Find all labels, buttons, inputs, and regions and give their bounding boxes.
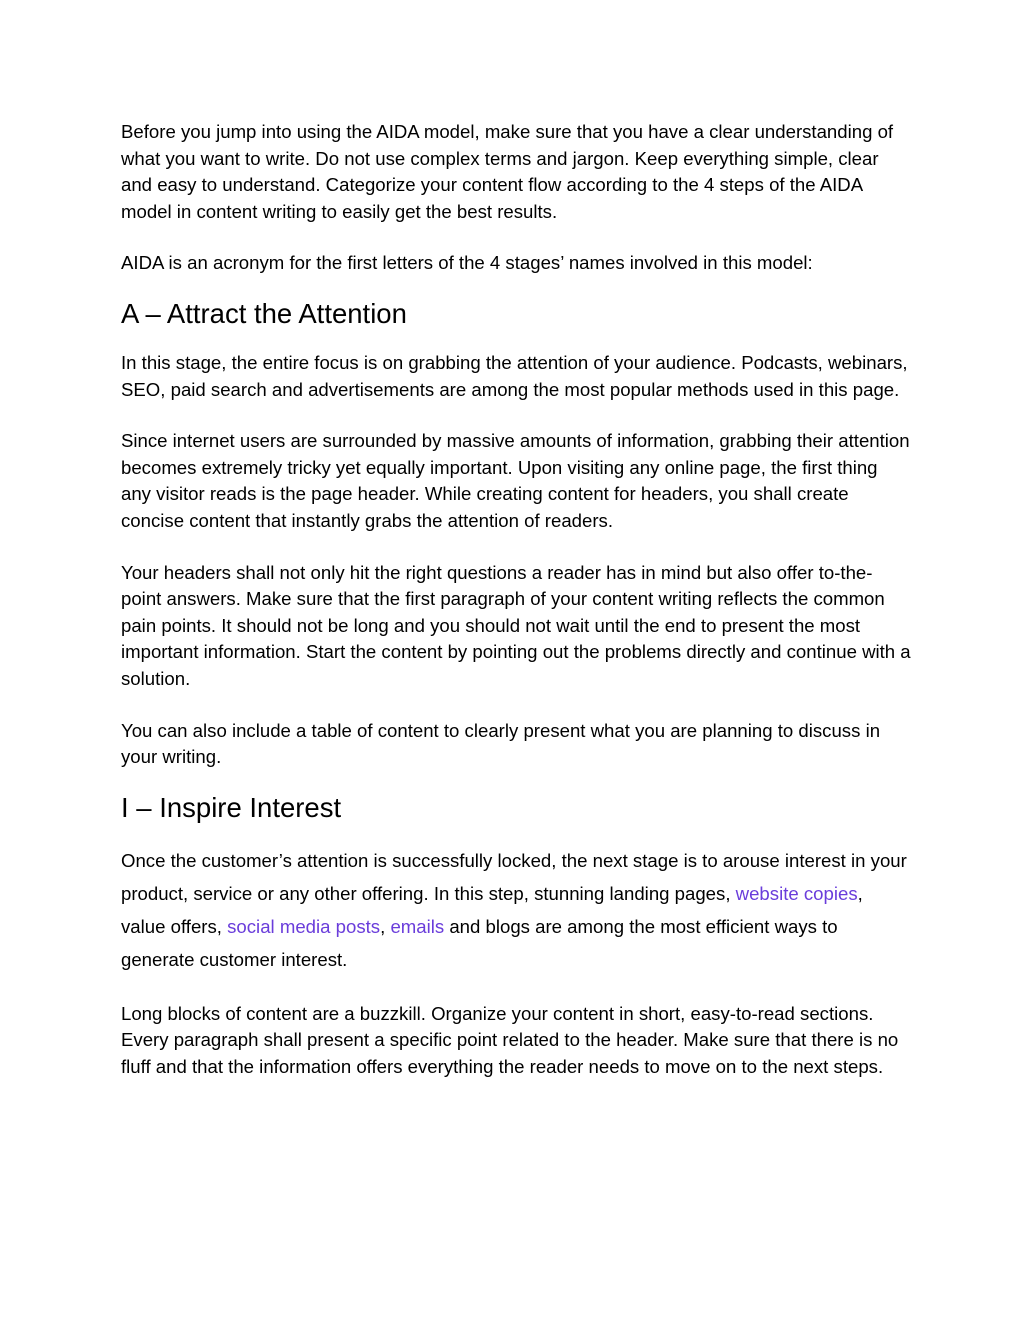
link-social-media-posts[interactable]: social media posts — [227, 915, 381, 937]
attention-paragraph-1: In this stage, the entire focus is on grabbing the attention of your audience. Podcasts, webinars, SEO, paid search and advertisements are among the most popular methods used in this page. — [121, 351, 908, 400]
interest-paragraph-1 — [121, 844, 911, 976]
attention-paragraph-4: You can also include a table of content to clearly present what you are planning to discuss in your writing. — [121, 719, 881, 768]
interest-text-4: and blogs are among the most efficient ways to generate customer interest. — [121, 915, 838, 970]
link-emails[interactable]: emails — [390, 915, 445, 937]
acronym-paragraph: AIDA is an acronym for the first letters of the 4 stages’ names involved in this model: — [121, 252, 813, 274]
interest-text-3: , — [380, 915, 391, 937]
heading-attract-attention: A – Attract the Attention — [121, 297, 407, 329]
interest-text-2: , value offers, — [121, 882, 863, 937]
link-website-copies[interactable]: website copies — [735, 882, 858, 904]
interest-text-1: Once the customer’s attention is successfully locked, the next stage is to arouse interest in your product, service or any other offering. In this step, stunning landing pages, — [121, 849, 907, 904]
attention-paragraph-3: Your headers shall not only hit the right questions a reader has in mind but also offer to-the-point answers. Make sure that the first paragraph of your content writing reflects the common pain points. It should not be long and you should not wait until the end to present the most important information. Start the content by pointing out the problems directly and continue with a solution. — [121, 561, 911, 689]
intro-paragraph: Before you jump into using the AIDA model, make sure that you have a clear understanding of what you want to write. Do not use complex terms and jargon. Keep everything simple, clear and easy to understand. Categorize your content flow according to the 4 steps of the AIDA model in content writing to easily get the best results. — [121, 121, 894, 222]
attention-paragraph-2: Since internet users are surrounded by massive amounts of information, grabbing their attention becomes extremely tricky yet equally important. Upon visiting any online page, the first thing any visitor reads is the page header. While creating content for headers, you shall create concise content that instantly grabs the attention of readers. — [121, 430, 910, 531]
interest-paragraph-2: Long blocks of content are a buzzkill. Organize your content in short, easy-to-read sections. Every paragraph shall present a specific point related to the header. Make sure that there is no fluff and that the information offers everything the reader needs to move on to the next steps. — [121, 1002, 899, 1077]
heading-inspire-interest: I – Inspire Interest — [121, 791, 342, 823]
document-page — [121, 119, 911, 1080]
